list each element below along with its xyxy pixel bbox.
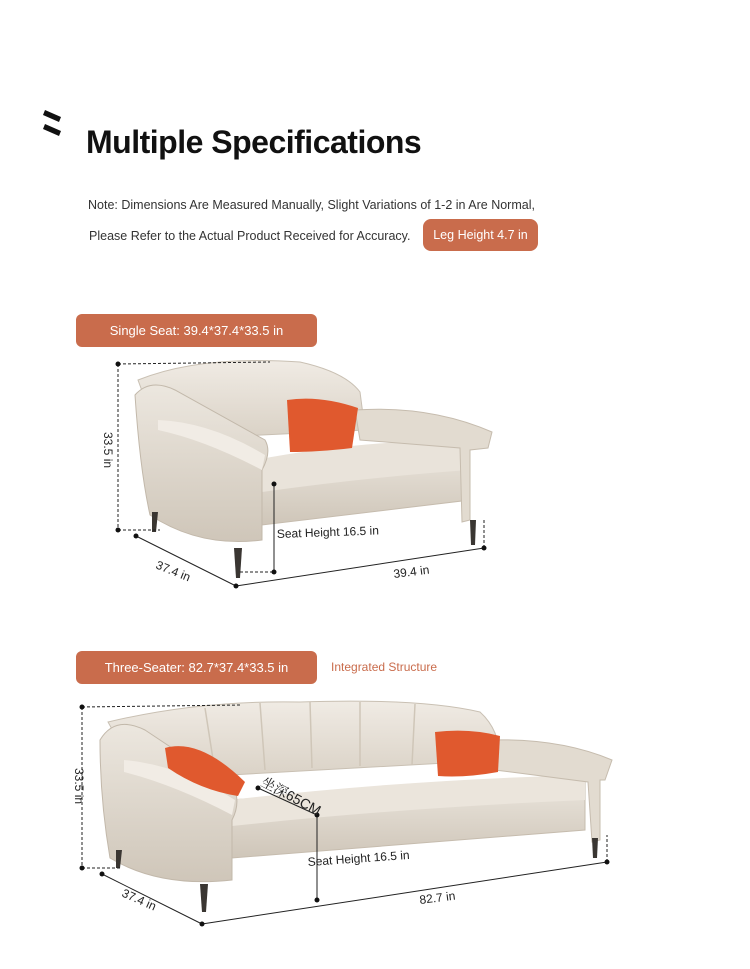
three-depth-label: 37.4 in [119, 885, 159, 914]
leg-height-badge: Leg Height 4.7 in [423, 219, 538, 251]
note-line-2: Please Refer to the Actual Product Received for Accuracy. [89, 229, 411, 243]
three-seat-depth-label: 坐深65CM [258, 773, 324, 819]
three-width-label: 82.7 in [418, 888, 457, 907]
note-line-1: Note: Dimensions Are Measured Manually, Slight Variations of 1-2 in Are Normal, [88, 198, 535, 212]
single-height-label: 33.5 in [101, 432, 115, 469]
three-seater-badge: Three-Seater: 82.7*37.4*33.5 in [76, 651, 317, 684]
single-width-label: 39.4 in [392, 562, 431, 581]
integrated-structure-label: Integrated Structure [331, 660, 438, 674]
three-seater-sofa-image [100, 701, 612, 912]
page-title: Multiple Specifications [86, 124, 422, 160]
single-depth-label: 37.4 in [153, 557, 193, 585]
single-seat-sofa-image [135, 360, 492, 578]
single-seat-badge: Single Seat: 39.4*37.4*33.5 in [76, 314, 317, 347]
single-seat-height-label: Seat Height 16.5 in [276, 523, 380, 541]
three-seat-height-label: Seat Height 16.5 in [307, 847, 411, 869]
three-height-label: 33.5 in [72, 768, 86, 805]
